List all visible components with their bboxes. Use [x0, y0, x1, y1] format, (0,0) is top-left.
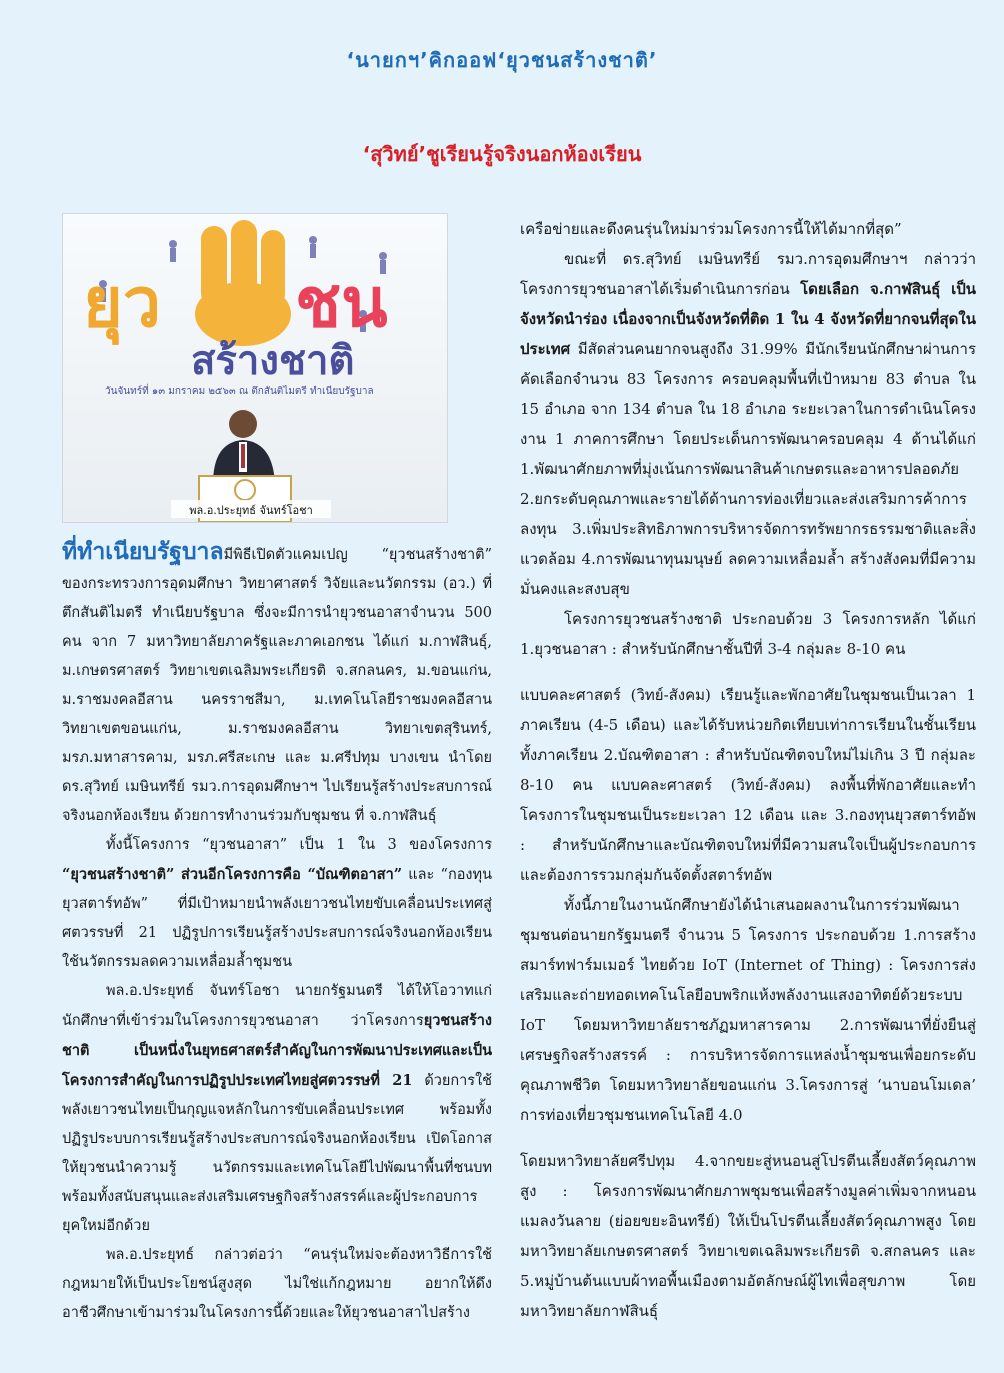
right-paragraph-3a: โครงการยุวชนสร้างชาติ ประกอบด้วย 3 โครงการหลัก ได้แก่ 1.ยุวชนอาสา : สำหรับนักศึกษาชั้นปีที่ 3-4 กลุ่มละ 8-10 คน: [520, 610, 976, 658]
right-paragraph-4a: ทั้งนี้ภายในงานนักศึกษายังได้นำเสนอผลงานในการร่วมพัฒนาชุมชนต่อนายกรัฐมนตรี จำนวน 5 โครงการ ประกอบด้วย 1.การสร้างสมาร์ทฟาร์มเมอร์ ไทยด้วย IoT (Internet of Thing) : โครงการส่งเสริมและถ่ายทอดเทคโนโลยีอบพริกแห้งพลังงานแสงอาทิตย์ด้วยระบบ IoT โดยมหาวิทยาลัยราชภัฏมหาสารคาม 2.การพัฒนาที่ยั่งยืนสู่เศรษฐกิจสร้างสรรค์ : การบริหารจัดการแหล่งน้ำชุมชนเพื่อยกระดับคุณภาพชีวิต โดยมหาวิทยาลัยขอนแก่น 3.โครงการสู่ ‘นาบอนโมเดล’ การท่องเที่ยวชุมชนเทคโนโลยี 4.0: [520, 896, 976, 1124]
left-paragraph-2: ทั้งนี้โครงการ “ยุวชนอาสา” เป็น 1 ใน 3 ของโครงการ “ยุวชนสร้างชาติ” ส่วนอีกโครงการคือ “บัณฑิตอาสา” และ “กองทุนยุวสตาร์ทอัพ” ที่มีเป้าหมายนำพลังเยาวชนไทยขับเคลื่อนประเทศสู่ศตวรรษที่ 21 ปฏิรูปการเรียนรู้สร้างประสบการณ์จริงนอกห้องเรียน ใช้นวัตกรรมลดความเหลื่อมล้ำชุมชน: [62, 837, 492, 970]
right-paragraph-1: เครือข่ายและดึงคนรุ่นใหม่มาร่วมโครงการนี้ให้ได้มากที่สุด”: [520, 220, 902, 238]
event-line: วันจันทร์ที่ ๑๓ มกราคม ๒๕๖๓ ณ ตึกสันติไมตรี ทำเนียบรัฐบาล: [105, 386, 374, 397]
left-paragraph-3: พล.อ.ประยุทธ์ จันทร์โอชา นายกรัฐมนตรี ได้ให้โอวาทแก่นักศึกษาที่เข้าร่วมในโครงการยุวชนอาสา ว่าโครงการยุวชนสร้างชาติ เป็นหนึ่งในยุทธศาสตร์สำคัญในการพัฒนาประเทศและเป็นโครงการสำคัญในการปฏิรูปประเทศไทยสู่ศตวรรษที่ 21 ด้วยการใช้พลังเยาวชนไทยเป็นกุญแจหลักในการขับเคลื่อนประเทศ พร้อมทั้งปฏิรูประบบการเรียนรู้สร้างประสบการณ์จริงนอกห้องเรียน เปิดโอกาสให้ยุวชนนำความรู้ นวัตกรรมและเทคโนโลยีไปพัฒนาพื้นที่ชนบท พร้อมทั้งสนับสนุนและส่งเสริมเศรษฐกิจสร้างสรรค์และผู้ประกอบการยุคใหม่อีกด้วย: [62, 983, 493, 1234]
hand-icon: [195, 220, 291, 346]
headline: ‘นายกฯ’คิกออฟ‘ยุวชนสร้างชาติ’: [346, 48, 658, 72]
right-column: [520, 214, 976, 1326]
right-paragraph-3b: แบบคละศาสตร์ (วิทย์-สังคม) เรียนรู้และพักอาศัยในชุมชนเป็นเวลา 1 ภาคเรียน (4-5 เดือน) และได้รับหน่วยกิตเทียบเท่าการเรียนในชั้นเรียนทั้งภาคเรียน 2.บัณฑิตอาสา : สำหรับบัณฑิตจบใหม่ไม่เกิน 3 ปี กลุ่มละ 8-10 คน แบบคละศาสตร์ (วิทย์-สังคม) ลงพื้นที่พักอาศัยและทำโครงการในชุมชนเป็นระยะเวลา 12 เดือน และ 3.กองทุนยุวสตาร์ทอัพ : สำหรับนักศึกษาและบัณฑิตจบใหม่ที่มีความสนใจเป็นผู้ประกอบการและต้องการรวมกลุ่มกันจัดตั้งสตาร์ทอัพ: [520, 686, 976, 884]
logo-word-chon: ชน: [295, 264, 388, 343]
left-column: [62, 538, 492, 1328]
photo-caption: พล.อ.ประยุทธ์ จันทร์โอชา: [189, 504, 313, 517]
logo-word-sang-chat: สร้างชาติ: [191, 338, 355, 384]
logo-word-yu: ยุว: [83, 264, 162, 343]
event-photo: [62, 213, 448, 523]
right-paragraph-4b: โดยมหาวิทยาลัยศรีปทุม 4.จากขยะสู่หนอนสู่โปรตีนเลี้ยงสัตว์คุณภาพสูง : โครงการพัฒนาศักยภาพชุมชนเพื่อสร้างมูลค่าเพิ่มจากหนอนแมลงวันลาย (ย่อยขยะอินทรีย์) ให้เป็นโปรตีนเลี้ยงสัตว์คุณภาพสูง โดยมหาวิทยาลัยเกษตรศาสตร์ วิทยาเขตเฉลิมพระเกียรติ จ.สกลนคร และ 5.หมู่บ้านต้นแบบผ้าทอพื้นเมืองตามอัตลักษณ์ผู้ไทเพื่อสุขภาพ โดยมหาวิทยาลัยกาฬสินธุ์: [520, 1152, 976, 1320]
subheadline: ‘สุวิทย์’ชูเรียนรู้จริงนอกห้องเรียน: [362, 142, 642, 166]
dateline: ที่ทำเนียบรัฐบาล: [62, 539, 224, 565]
left-paragraph-1: ที่ทำเนียบรัฐบาลมีพิธีเปิดตัวแคมเปญ “ยุวชนสร้างชาติ” ของกระทรวงการอุดมศึกษา วิทยาศาสตร์ วิจัยและนวัตกรรม (อว.) ที่ตึกสันติไมตรี ทำเนียบรัฐบาล ซึ่งจะมีการนำยุวชนอาสาจำนวน 500 คน จาก 7 มหาวิทยาลัยภาครัฐและภาคเอกชน ได้แก่ ม.กาฬสินธุ์, ม.เกษตรศาสตร์ วิทยาเขตเฉลิมพระเกียรติ จ.สกลนคร, ม.ขอนแก่น, ม.ราชมงคลอีสาน นครราชสีมา, ม.เทคโนโลยีราชมงคลอีสาน วิทยาเขตขอนแก่น, ม.ราชมงคลอีสาน วิทยาเขตสุรินทร์, มรภ.มหาสารคาม, มรภ.ศรีสะเกษ และ ม.ศรีปทุม บางเขน นำโดย ดร.สุวิทย์ เมษินทรีย์ รมว.การอุดมศึกษาฯ ไปเรียนรู้สร้างประสบการณ์จริงนอกห้องเรียน ด้วยการทำงานร่วมกับชุมชน ที่ จ.กาฬสินธุ์: [62, 539, 492, 824]
left-paragraph-4: พล.อ.ประยุทธ์ กล่าวต่อว่า “คนรุ่นใหม่จะต้องหาวิธีการใช้กฎหมายให้เป็นประโยชน์สูงสุด ไม่ใช่แก้กฎหมาย อยากให้ดึงอาชีวศึกษาเข้ามาร่วมในโครงการนี้ด้วยและให้ยุวชนอาสาไปสร้าง: [62, 1247, 492, 1321]
right-paragraph-2: ขณะที่ ดร.สุวิทย์ เมษินทรีย์ รมว.การอุดมศึกษาฯ กล่าวว่าโครงการยุวชนอาสาได้เริ่มดำเนินการก่อน โดยเลือก จ.กาฬสินธุ์ เป็นจังหวัดนำร่อง เนื่องจากเป็นจังหวัดที่ติด 1 ใน 4 จังหวัดที่ยากจนที่สุดในประเทศ มีสัดส่วนคนยากจนสูงถึง 31.99% มีนักเรียนนักศึกษาผ่านการคัดเลือกจำนวน 83 โครงการ ครอบคลุมพื้นที่เป้าหมาย 83 ตำบล ใน 15 อำเภอ จาก 134 ตำบล ใน 18 อำเภอ ระยะเวลาในการดำเนินโครงงาน 1 ภาคการศึกษา โดยประเด็นการพัฒนาครอบคลุม 4 ด้านได้แก่ 1.พัฒนาศักยภาพที่มุ่งเน้นการพัฒนาสินค้าเกษตรและอาหารปลอดภัย 2.ยกระดับคุณภาพและรายได้ด้านการท่องเที่ยวและส่งเสริมการค้าการลงทุน 3.เพิ่มประสิทธิภาพการบริหารจัดการทรัพยากรธรรมชาติและสิ่งแวดล้อม 4.การพัฒนาทุนมนุษย์ ลดความเหลื่อมล้ำ สร้างสังคมที่มีความมั่นคงและสงบสุข: [520, 250, 976, 598]
event-backdrop: [63, 214, 447, 522]
